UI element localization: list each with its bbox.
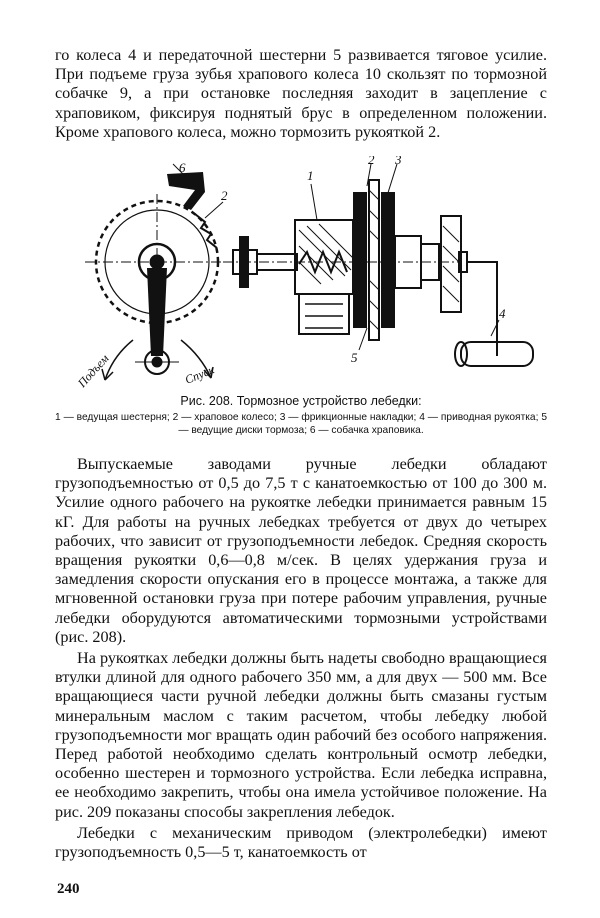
label-pawl-6: 6 bbox=[179, 160, 186, 176]
assembly-section-view bbox=[223, 164, 533, 366]
label-ratchet-2-left: 2 bbox=[221, 188, 228, 204]
intro-paragraph: го колеса 4 и передаточной шестерни 5 развивается тяговое усилие. При подъеме груза зубья храпового колеса 10 скользят по тормозной собачке 9, а при остановке последняя заходит в зацепление с храповиком, фиксируя поднятый брус в определенном положении. Кроме храпового колеса, можно тормозить рукояткой 2. bbox=[55, 46, 547, 141]
label-discs-5: 5 bbox=[351, 350, 358, 366]
page-number: 240 bbox=[57, 881, 80, 897]
label-friction-3: 3 bbox=[395, 156, 402, 168]
label-ratchet-2-right: 2 bbox=[368, 156, 375, 168]
label-gear-1: 1 bbox=[307, 168, 314, 184]
paragraph: Выпускаемые заводами ручные лебедки обладают грузоподъемностью от 0,5 до 7,5 т с канатоемкостью от 100 до 300 м. Усилие одного рабочего на рукоятке лебедки принимается равным 15 кГ. Для работы на ручных лебедках требуется от двух до четырех рабочих, что зависит от грузоподъемности лебедок. Средняя скорость вращения рукоятки 0,6—0,8 м/сек. В целях удержания груза и замедления скорости опускания его в процессе монтажа, а также для мгновенной остановки груза при потере рабочим управления, ручные лебедки оборудуются автоматическими тормозными устройствами (рис. 208). bbox=[55, 455, 547, 646]
label-handle-4: 4 bbox=[499, 306, 506, 322]
figure-208 bbox=[55, 156, 547, 394]
ratchet-wheel-view bbox=[85, 164, 225, 380]
paragraph: Лебедки с механическим приводом (электролебедки) имеют грузоподъемность 0,5—5 т, канатоемкость от bbox=[55, 823, 547, 862]
page-content bbox=[55, 46, 547, 862]
body-text bbox=[55, 455, 547, 862]
figure-caption-legend: 1 — ведущая шестерня; 2 — храповое колесо; 3 — фрикционные накладки; 4 — приводная рукоятка; 5 — ведущие диски тормоза; 6 — собачка храповика. bbox=[55, 412, 547, 437]
label-lower: Спуск bbox=[182, 362, 217, 387]
winch-brake-drawing bbox=[55, 156, 547, 394]
label-lift: Подъем bbox=[74, 351, 112, 391]
paragraph: На рукоятках лебедки должны быть надеты свободно вращающиеся втулки длиной для одного рабочего 350 мм, а для двух — 500 мм. Все вращающиеся части ручной лебедки должны быть смазаны густым минеральным маслом с таким расчетом, чтобы лебедку любой грузоподъемности мог вращать один рабочий без особого напряжения. Перед работой необходимо сделать контрольный осмотр лебедки, особенно шестерен и тормозного устройства. Если лебедка исправна, ее необходимо закрепить, чтобы она имела устойчивое положение. На рис. 209 показаны способы закрепления лебедок. bbox=[55, 649, 547, 821]
figure-caption-title: Рис. 208. Тормозное устройство лебедки: bbox=[180, 394, 422, 409]
